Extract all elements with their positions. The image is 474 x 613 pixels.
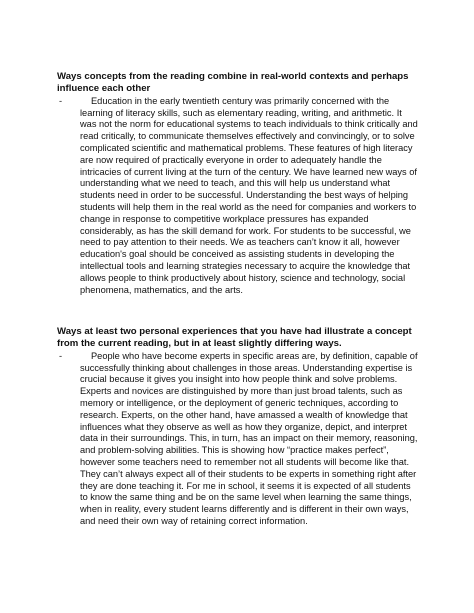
paragraph-text: Education in the early twentieth century was primarily concerned with the learning of literacy skills, such as elementary reading, writing, and arithmetic. It was not the norm for educational systems to teach individuals to think critically and read critically, to communicate themselves effectively and convincingly, or to solve complicated scientific and mathematical problems. These features of high literacy are now required of practically everyone in order to adequately handle the intricacies of current living at the turn of the century. We have learned new ways of understanding what we need to teach, and this will help us understand what students need in order to be successful. Understanding the best ways of helping students will help them in the real world as the need for companies and workers to change in response to competitive workplace pressures has expanded considerably, as has the skill demand for work. For students to be successful, we need to pay attention to their needs. We as teachers can’t know it all, however education's goal should be conceived as assisting students in developing the intellectual tools and learning strategies necessary to acquire the knowledge that allows people to think productively about history, science and technology, social phenomena, mathematics, and the arts. [80, 95, 418, 295]
section-heading: Ways at least two personal experiences that you have had illustrate a concept from the current reading, but in at least slightly differing ways. [57, 326, 412, 350]
bullet-dash: - [59, 350, 63, 361]
section-personal-experiences [57, 326, 419, 528]
section-real-world-contexts [57, 71, 419, 296]
section-heading: Ways concepts from the reading combine in real-world contexts and perhaps influence each other [57, 71, 409, 95]
paragraph-text: People who have become experts in specific areas are, by definition, capable of successfully thinking about challenges in those areas. Understanding expertise is crucial because it gives you insight into how people think and solve problems. Experts and novices are distinguished by more than just broad talents, such as memory or intelligence, or the deployment of generic techniques, according to research. Experts, on the other hand, have amassed a wealth of knowledge that influences what they observe as well as how they organize, depict, and interpret data in their surroundings. This, in turn, has an impact on their memory, reasoning, and problem-solving abilities. This is showing how “practice makes perfect”, however some teachers need to remember not all students will become like that. They can’t always expect all of their students to be experts in something right after they are done teaching it. For me in school, it seems it is expected of all students to know the same thing and be on the same level when learning the same things, when in reality, every student learns differently and is different in their own ways, and need their own way of retaining correct information. [80, 350, 418, 526]
bullet-item [57, 96, 419, 297]
bullet-dash: - [59, 95, 63, 106]
bullet-item [57, 351, 419, 528]
